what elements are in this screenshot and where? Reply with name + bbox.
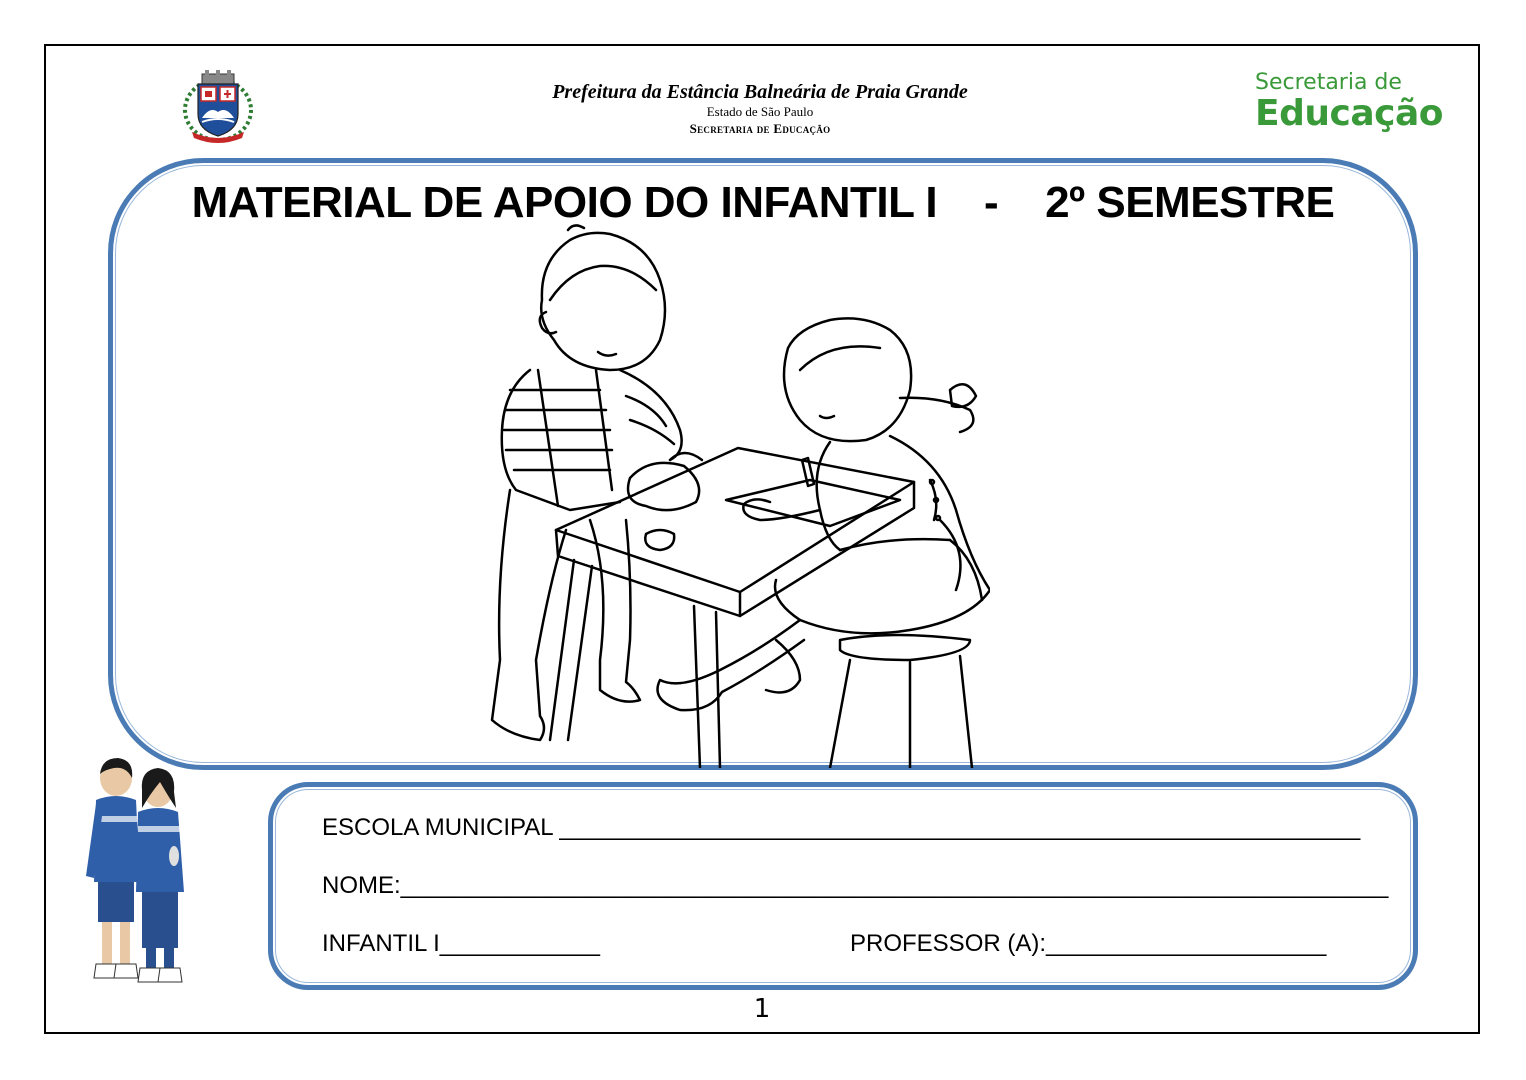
secretaria-line: Secretaria de Educação bbox=[689, 121, 831, 136]
page-number: 1 bbox=[753, 994, 771, 1024]
nome-field: NOME:__________________________________________________________________________ bbox=[322, 872, 1389, 899]
logo-top-text: Secretaria de bbox=[1255, 70, 1402, 95]
page-title: MATERIAL DE APOIO DO INFANTIL I - 2º SEMESTRE bbox=[191, 178, 1335, 227]
escola-municipal-field: ESCOLA MUNICIPAL ____________________________________________________________ bbox=[322, 814, 1361, 841]
professor-field: PROFESSOR (A):_____________________ bbox=[850, 930, 1327, 957]
children-at-table-illustration bbox=[470, 220, 990, 768]
municipal-crest-icon bbox=[180, 68, 256, 144]
estado-line: Estado de São Paulo bbox=[706, 104, 814, 119]
logo-bottom-text: Educação bbox=[1255, 93, 1443, 134]
uniformed-students-icon bbox=[80, 756, 192, 996]
prefeitura-line: Prefeitura da Estância Balneária de Praia Grande bbox=[552, 81, 968, 103]
secretaria-educacao-logo bbox=[1255, 70, 1443, 132]
infantil-field: INFANTIL I____________ bbox=[322, 930, 600, 957]
